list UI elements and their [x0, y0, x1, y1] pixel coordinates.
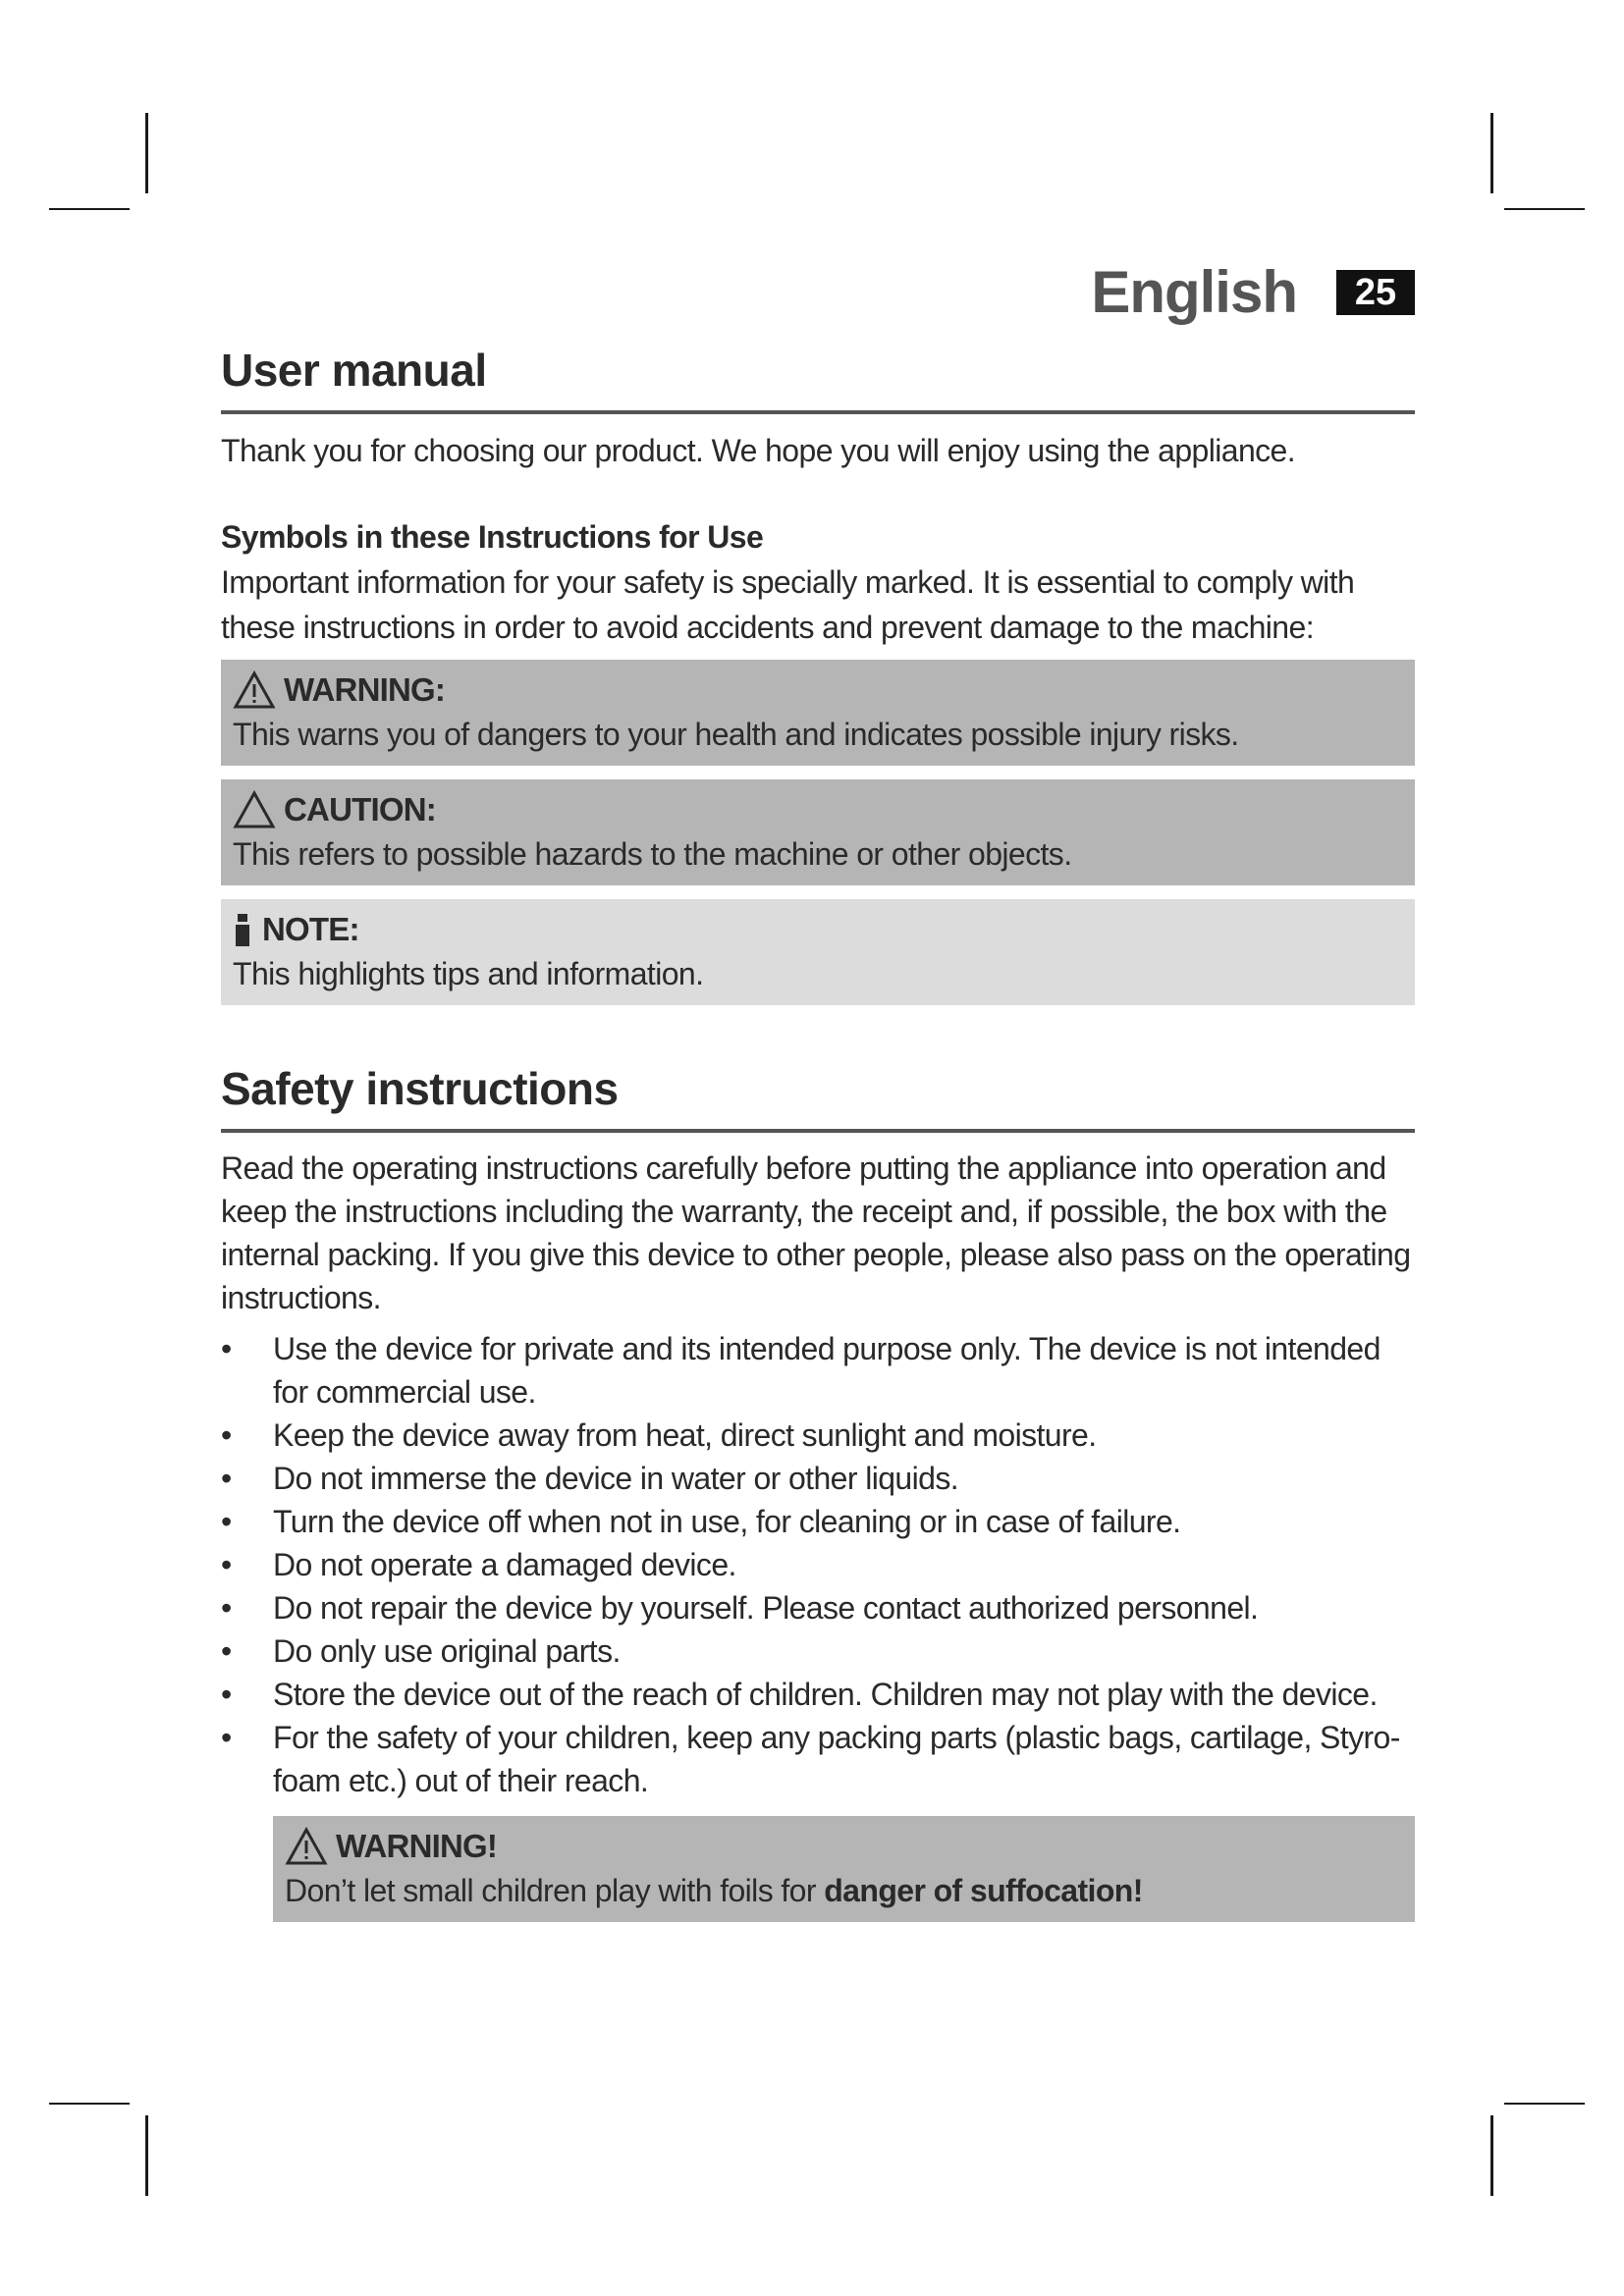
crop-mark-top-right-horizontal [1504, 208, 1585, 210]
crop-mark-bottom-right-vertical [1490, 2115, 1493, 2196]
note-box [221, 899, 1415, 1005]
page-header [1091, 259, 1415, 325]
warning-triangle-icon [233, 670, 276, 710]
note-title [233, 907, 1403, 952]
crop-mark-bottom-right-horizontal [1504, 2103, 1585, 2105]
suffocation-warning-label: WARNING! [336, 1828, 498, 1864]
note-label: NOTE: [262, 911, 359, 947]
list-item: • Do not repair the device by yourself. Please contact authorized personnel. [221, 1586, 1415, 1629]
safety-intro-text: Read the operating instructions carefully before putting the appliance into operation and keep the instructions including the warranty, the receipt and, if possible, the box with the internal packing. If you give this device to other people, please also pass on the operating instructions. [221, 1150, 1411, 1315]
bullet: • [221, 1720, 232, 1755]
safety-instructions-heading: Safety instructions [221, 1062, 1415, 1133]
bullet: • [221, 1461, 232, 1496]
list-item: • Do not operate a damaged device. [221, 1543, 1415, 1586]
crop-mark-top-left-vertical [145, 113, 148, 193]
caution-label: CAUTION: [284, 791, 436, 828]
intro-text: Thank you for choosing our product. We hope you will enjoy using the appliance. [221, 433, 1296, 468]
warning-box [221, 660, 1415, 766]
symbols-text: Important information for your safety is specially marked. It is essential to comply with these instructions in order to avoid accidents and prevent damage to the machine: [221, 564, 1355, 645]
list-item: • Do not immerse the device in water or other liquids. [221, 1457, 1415, 1500]
warning-text: This warns you of dangers to your health and indicates possible injury risks. [233, 717, 1239, 752]
page-number: 25 [1336, 270, 1415, 315]
list-item: • Keep the device away from heat, direct sunlight and moisture. [221, 1414, 1415, 1457]
info-icon [233, 910, 254, 949]
language-title: English [1091, 259, 1297, 325]
crop-mark-bottom-left-horizontal [49, 2103, 130, 2105]
list-item: • For the safety of your children, keep any packing parts (plastic bags, cartilage, Styro-foam etc.) out of their reach. [221, 1716, 1415, 1802]
user-manual-heading: User manual [221, 344, 1415, 414]
list-item: • Turn the device off when not in use, for cleaning or in case of failure. [221, 1500, 1415, 1543]
crop-mark-top-left-horizontal [49, 208, 130, 210]
warning-title [233, 667, 1403, 713]
page-content [221, 344, 1415, 1922]
caution-box [221, 779, 1415, 885]
list-item: • Do only use original parts. [221, 1629, 1415, 1673]
bullet: • [221, 1417, 232, 1453]
bullet: • [221, 1633, 232, 1669]
suffocation-warning-title [285, 1824, 1403, 1869]
bullet: • [221, 1677, 232, 1712]
caution-text: This refers to possible hazards to the machine or other objects. [233, 836, 1072, 872]
crop-mark-bottom-left-vertical [145, 2115, 148, 2196]
bullet: • [221, 1547, 232, 1582]
list-item: • Store the device out of the reach of children. Children may not play with the device. [221, 1673, 1415, 1716]
bullet: • [221, 1331, 232, 1366]
caution-title [233, 787, 1403, 832]
warning-label: WARNING: [284, 671, 446, 708]
warning-triangle-icon [285, 1827, 328, 1866]
bullet: • [221, 1590, 232, 1626]
safety-list [221, 1327, 1415, 1802]
list-item: • Use the device for private and its intended purpose only. The device is not intended for commercial use. [221, 1327, 1415, 1414]
suffocation-warning-box [273, 1816, 1415, 1922]
caution-triangle-icon [233, 790, 276, 829]
danger-emphasis: danger of suffocation! [824, 1873, 1143, 1908]
crop-mark-top-right-vertical [1490, 113, 1493, 193]
suffocation-warning-text: Don’t let small children play with foils for danger of suffocation! [285, 1873, 1143, 1908]
bullet: • [221, 1504, 232, 1539]
note-text: This highlights tips and information. [233, 956, 704, 991]
symbols-heading: Symbols in these Instructions for Use [221, 519, 764, 555]
